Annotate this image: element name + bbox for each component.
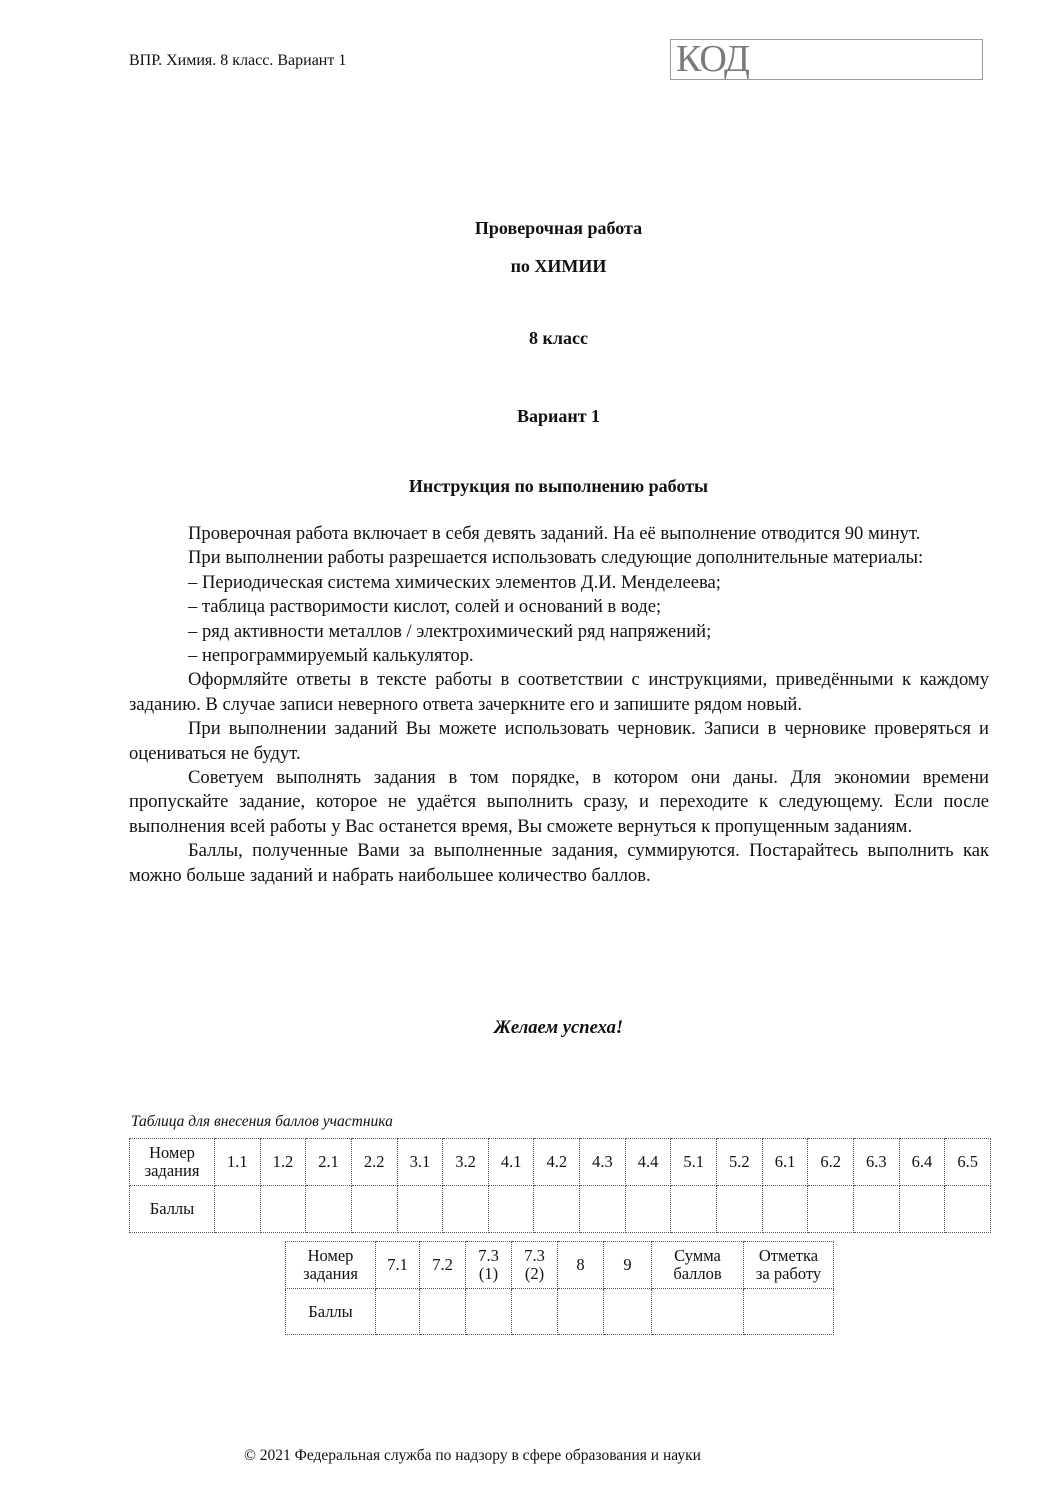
points-input-cell[interactable] <box>945 1186 991 1233</box>
points-input-cell[interactable] <box>671 1186 717 1233</box>
instructions-heading: Инструкция по выполнению работы <box>408 476 709 496</box>
title-subject: по ХИМИИ <box>510 256 607 276</box>
score-table-caption: Таблица для внесения баллов участника <box>131 1113 393 1130</box>
task-number-cell: 4.3 <box>580 1139 626 1186</box>
points-input-cell[interactable] <box>215 1186 261 1233</box>
points-input-cell[interactable] <box>351 1186 397 1233</box>
code-field[interactable] <box>670 39 983 80</box>
task-number-cell: 5.1 <box>671 1139 717 1186</box>
points-input-cell[interactable] <box>762 1186 808 1233</box>
task-number-cell: 4.4 <box>625 1139 671 1186</box>
task-number-cell: 4.1 <box>488 1139 534 1186</box>
instructions-paragraph: При выполнении заданий Вы можете использовать черновик. Записи в черновике проверяться и оцениваться не будут. <box>129 718 989 764</box>
task-number-cell: 7.2 <box>420 1242 466 1289</box>
materials-item: – ряд активности металлов / электрохимический ряд напряжений; <box>188 620 712 642</box>
points-input-cell[interactable] <box>420 1289 466 1335</box>
points-input-cell[interactable] <box>625 1186 671 1233</box>
task-number-cell: 4.2 <box>534 1139 580 1186</box>
points-input-cell[interactable] <box>652 1289 744 1335</box>
task-number-cell: 2.1 <box>306 1139 352 1186</box>
task-number-cell: 1.1 <box>215 1139 261 1186</box>
task-number-cell: 6.4 <box>899 1139 945 1186</box>
points-input-cell[interactable] <box>443 1186 489 1233</box>
points-input-cell[interactable] <box>466 1289 512 1335</box>
task-number-cell: 6.5 <box>945 1139 991 1186</box>
points-input-cell[interactable] <box>534 1186 580 1233</box>
points-input-cell[interactable] <box>512 1289 558 1335</box>
task-number-cell: 5.2 <box>717 1139 763 1186</box>
score-table-1 <box>129 1138 991 1233</box>
materials-item: – таблица растворимости кислот, солей и оснований в воде; <box>188 596 662 618</box>
points-input-cell[interactable] <box>488 1186 534 1233</box>
row-label-task: Номер задания <box>286 1242 376 1289</box>
points-input-cell[interactable] <box>717 1186 763 1233</box>
row-label-task: Номер задания <box>130 1139 215 1186</box>
task-number-cell: 8 <box>558 1242 604 1289</box>
instructions-paragraph: Советуем выполнять задания в том порядке, в котором они даны. Для экономии времени пропускайте задание, которое не удаётся выполнить сразу, и переходите к следующему. Если после выполнения всей работы у Вас останется время, Вы сможете вернуться к пропущенным заданиям. <box>129 767 989 837</box>
task-number-cell: 3.2 <box>443 1139 489 1186</box>
points-input-cell[interactable] <box>853 1186 899 1233</box>
task-number-row <box>286 1242 834 1289</box>
points-input-cell[interactable] <box>808 1186 854 1233</box>
row-label-points: Баллы <box>130 1186 215 1233</box>
task-number-cell: 1.2 <box>260 1139 306 1186</box>
materials-item: – Периодическая система химических элементов Д.И. Менделеева; <box>188 571 721 593</box>
task-number-cell: 6.2 <box>808 1139 854 1186</box>
score-table-2 <box>285 1241 834 1335</box>
materials-item: – непрограммируемый калькулятор. <box>188 645 474 667</box>
task-number-cell: Отметка за работу <box>744 1242 834 1289</box>
points-input-cell[interactable] <box>899 1186 945 1233</box>
points-input-cell[interactable] <box>260 1186 306 1233</box>
title-grade: 8 класс <box>529 328 588 348</box>
task-number-cell: 3.1 <box>397 1139 443 1186</box>
points-input-cell[interactable] <box>376 1289 420 1335</box>
points-input-cell[interactable] <box>558 1289 604 1335</box>
row-label-points: Баллы <box>286 1289 376 1335</box>
copyright-footer: © 2021 Федеральная служба по надзору в сфере образования и науки <box>244 1447 701 1464</box>
task-number-cell: 7.1 <box>376 1242 420 1289</box>
task-number-row <box>130 1139 991 1186</box>
task-number-cell: 7.3 (2) <box>512 1242 558 1289</box>
task-number-cell: 6.3 <box>853 1139 899 1186</box>
instructions-paragraph: Баллы, полученные Вами за выполненные задания, суммируются. Постарайтесь выполнить как можно больше заданий и набрать наибольшее количество баллов. <box>129 840 989 886</box>
running-header: ВПР. Химия. 8 класс. Вариант 1 <box>129 52 347 69</box>
task-number-cell: 2.2 <box>351 1139 397 1186</box>
points-input-cell[interactable] <box>580 1186 626 1233</box>
instructions-paragraph: Оформляйте ответы в тексте работы в соответствии с инструкциями, приведёнными к каждому заданию. В случае записи неверного ответа зачеркните его и запишите рядом новый. <box>129 669 989 715</box>
good-luck-message: Желаем успеха! <box>493 1017 624 1038</box>
code-label: КОД <box>676 38 749 80</box>
instructions-body <box>129 522 989 888</box>
task-number-cell: 7.3 (1) <box>466 1242 512 1289</box>
points-input-cell[interactable] <box>306 1186 352 1233</box>
points-input-cell[interactable] <box>744 1289 834 1335</box>
title-variant: Вариант 1 <box>516 406 601 426</box>
task-number-cell: 9 <box>604 1242 652 1289</box>
points-row <box>130 1186 991 1233</box>
title-line-1: Проверочная работа <box>474 218 643 238</box>
task-number-cell: Сумма баллов <box>652 1242 744 1289</box>
task-number-cell: 6.1 <box>762 1139 808 1186</box>
points-input-cell[interactable] <box>397 1186 443 1233</box>
points-row <box>286 1289 834 1335</box>
instructions-paragraph: При выполнении работы разрешается использовать следующие дополнительные материалы: <box>188 547 924 569</box>
points-input-cell[interactable] <box>604 1289 652 1335</box>
instructions-paragraph: Проверочная работа включает в себя девять заданий. На её выполнение отводится 90 минут. <box>188 523 921 544</box>
